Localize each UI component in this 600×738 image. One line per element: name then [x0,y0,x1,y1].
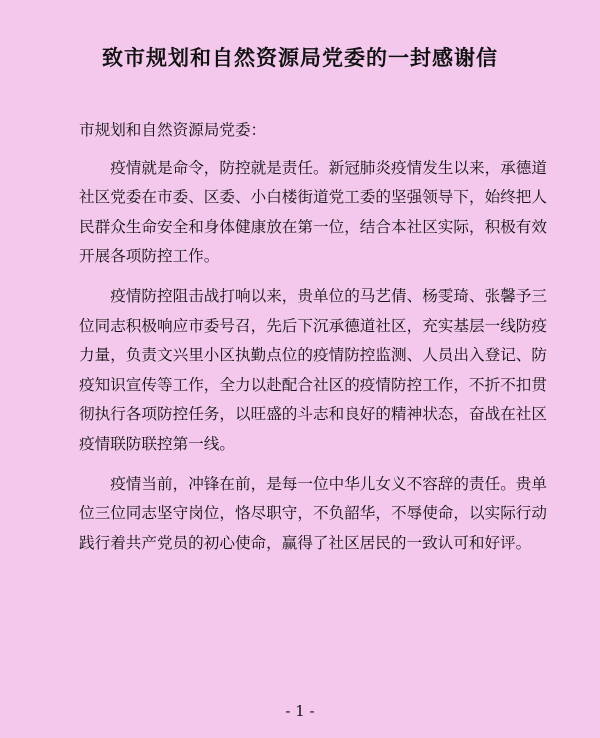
letter-body [79,116,547,568]
paragraph-3: 疫情当前，冲锋在前，是每一位中华儿女义不容辞的责任。贵单位三位同志坚守岗位，恪尽职守，不负韶华，不辱使命，以实际行动践行着共产党员的初心使命，赢得了社区居民的一致认可和好评。 [79,474,547,552]
paragraph-2: 疫情防控阻击战打响以来，贵单位的马艺倩、杨雯琦、张馨予三位同志积极响应市委号召，先后下沉承德道社区，充实基层一线防疫力量，负责文兴里小区执勤点位的疫情防控监测、人员出入登记、防疫知识宣传等工作，全力以赴配合社区的疫情防控工作，不折不扣贯彻执行各项防控任务，以旺盛的斗志和良好的精神状态，奋战在社区疫情联防联控第一线。 [79,286,547,453]
paragraph-1: 疫情就是命令，防控就是责任。新冠肺炎疫情发生以来，承德道社区党委在市委、区委、小白楼街道党工委的坚强领导下，始终把人民群众生命安全和身体健康放在第一位，结合本社区实际，积极有效开展各项防控工作。 [79,158,547,266]
page-number: - 1 - [285,702,315,720]
salutation: 市规划和自然资源局党委： [79,121,267,139]
document-title: 致市规划和自然资源局党委的一封感谢信 [102,46,498,70]
